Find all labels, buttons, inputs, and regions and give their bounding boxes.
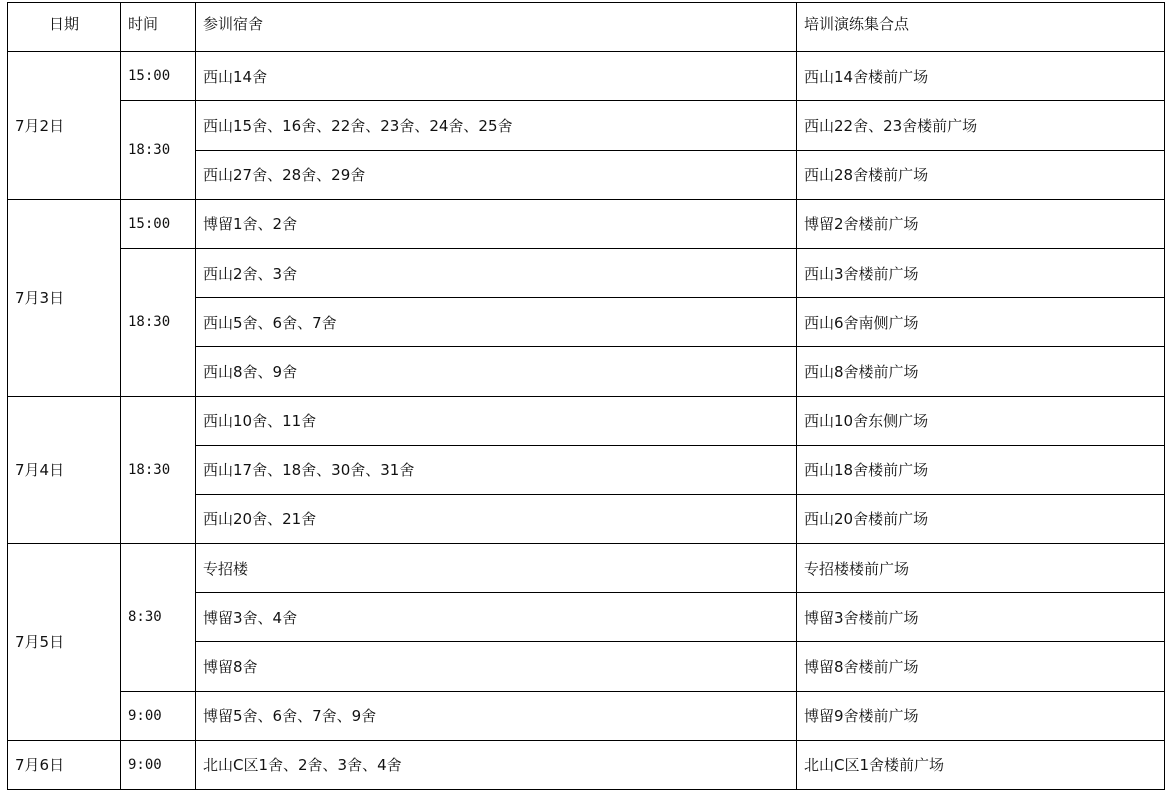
dorm-cell: 西山5舍、6舍、7舍 xyxy=(196,298,797,347)
dorm-cell: 西山20舍、21舍 xyxy=(196,494,797,543)
dorm-cell: 西山14舍 xyxy=(196,52,797,101)
header-assembly: 培训演练集合点 xyxy=(797,3,1165,52)
time-cell: 9:00 xyxy=(121,740,196,789)
dorm-cell: 西山17舍、18舍、30舍、31舍 xyxy=(196,445,797,494)
assembly-cell: 博留8舍楼前广场 xyxy=(797,642,1165,691)
time-cell: 18:30 xyxy=(121,396,196,544)
table-row xyxy=(8,691,1165,740)
time-cell: 8:30 xyxy=(121,544,196,692)
date-cell: 7月6日 xyxy=(8,740,121,789)
time-cell: 18:30 xyxy=(121,101,196,199)
time-cell: 15:00 xyxy=(121,52,196,101)
table-row xyxy=(8,544,1165,593)
dorm-cell: 博留3舍、4舍 xyxy=(196,593,797,642)
dorm-cell: 西山2舍、3舍 xyxy=(196,248,797,297)
assembly-cell: 西山10舍东侧广场 xyxy=(797,396,1165,445)
table-row xyxy=(8,396,1165,445)
assembly-cell: 西山28舍楼前广场 xyxy=(797,150,1165,199)
date-cell: 7月5日 xyxy=(8,544,121,741)
dorm-cell: 西山15舍、16舍、22舍、23舍、24舍、25舍 xyxy=(196,101,797,150)
date-cell: 7月3日 xyxy=(8,199,121,396)
table-row xyxy=(8,199,1165,248)
date-cell: 7月2日 xyxy=(8,52,121,200)
assembly-cell: 西山14舍楼前广场 xyxy=(797,52,1165,101)
dorm-cell: 西山8舍、9舍 xyxy=(196,347,797,396)
assembly-cell: 西山6舍南侧广场 xyxy=(797,298,1165,347)
assembly-cell: 西山3舍楼前广场 xyxy=(797,248,1165,297)
date-cell: 7月4日 xyxy=(8,396,121,544)
dorm-cell: 西山27舍、28舍、29舍 xyxy=(196,150,797,199)
assembly-cell: 西山20舍楼前广场 xyxy=(797,494,1165,543)
time-cell: 9:00 xyxy=(121,691,196,740)
dorm-cell: 专招楼 xyxy=(196,544,797,593)
header-time: 时间 xyxy=(121,3,196,52)
table-row xyxy=(8,740,1165,789)
dorm-cell: 博留8舍 xyxy=(196,642,797,691)
assembly-cell: 博留9舍楼前广场 xyxy=(797,691,1165,740)
assembly-cell: 博留2舍楼前广场 xyxy=(797,199,1165,248)
assembly-cell: 西山18舍楼前广场 xyxy=(797,445,1165,494)
assembly-cell: 博留3舍楼前广场 xyxy=(797,593,1165,642)
table-row xyxy=(8,101,1165,150)
assembly-cell: 北山C区1舍楼前广场 xyxy=(797,740,1165,789)
dorm-cell: 西山10舍、11舍 xyxy=(196,396,797,445)
dorm-cell: 博留5舍、6舍、7舍、9舍 xyxy=(196,691,797,740)
dorm-cell: 博留1舍、2舍 xyxy=(196,199,797,248)
header-date: 日期 xyxy=(8,3,121,52)
table-row xyxy=(8,248,1165,297)
training-schedule-table xyxy=(7,2,1165,790)
dorm-cell: 北山C区1舍、2舍、3舍、4舍 xyxy=(196,740,797,789)
table-row xyxy=(8,52,1165,101)
time-cell: 18:30 xyxy=(121,248,196,396)
header-dorm: 参训宿舍 xyxy=(196,3,797,52)
header-row xyxy=(8,3,1165,52)
assembly-cell: 西山8舍楼前广场 xyxy=(797,347,1165,396)
assembly-cell: 西山22舍、23舍楼前广场 xyxy=(797,101,1165,150)
time-cell: 15:00 xyxy=(121,199,196,248)
assembly-cell: 专招楼楼前广场 xyxy=(797,544,1165,593)
